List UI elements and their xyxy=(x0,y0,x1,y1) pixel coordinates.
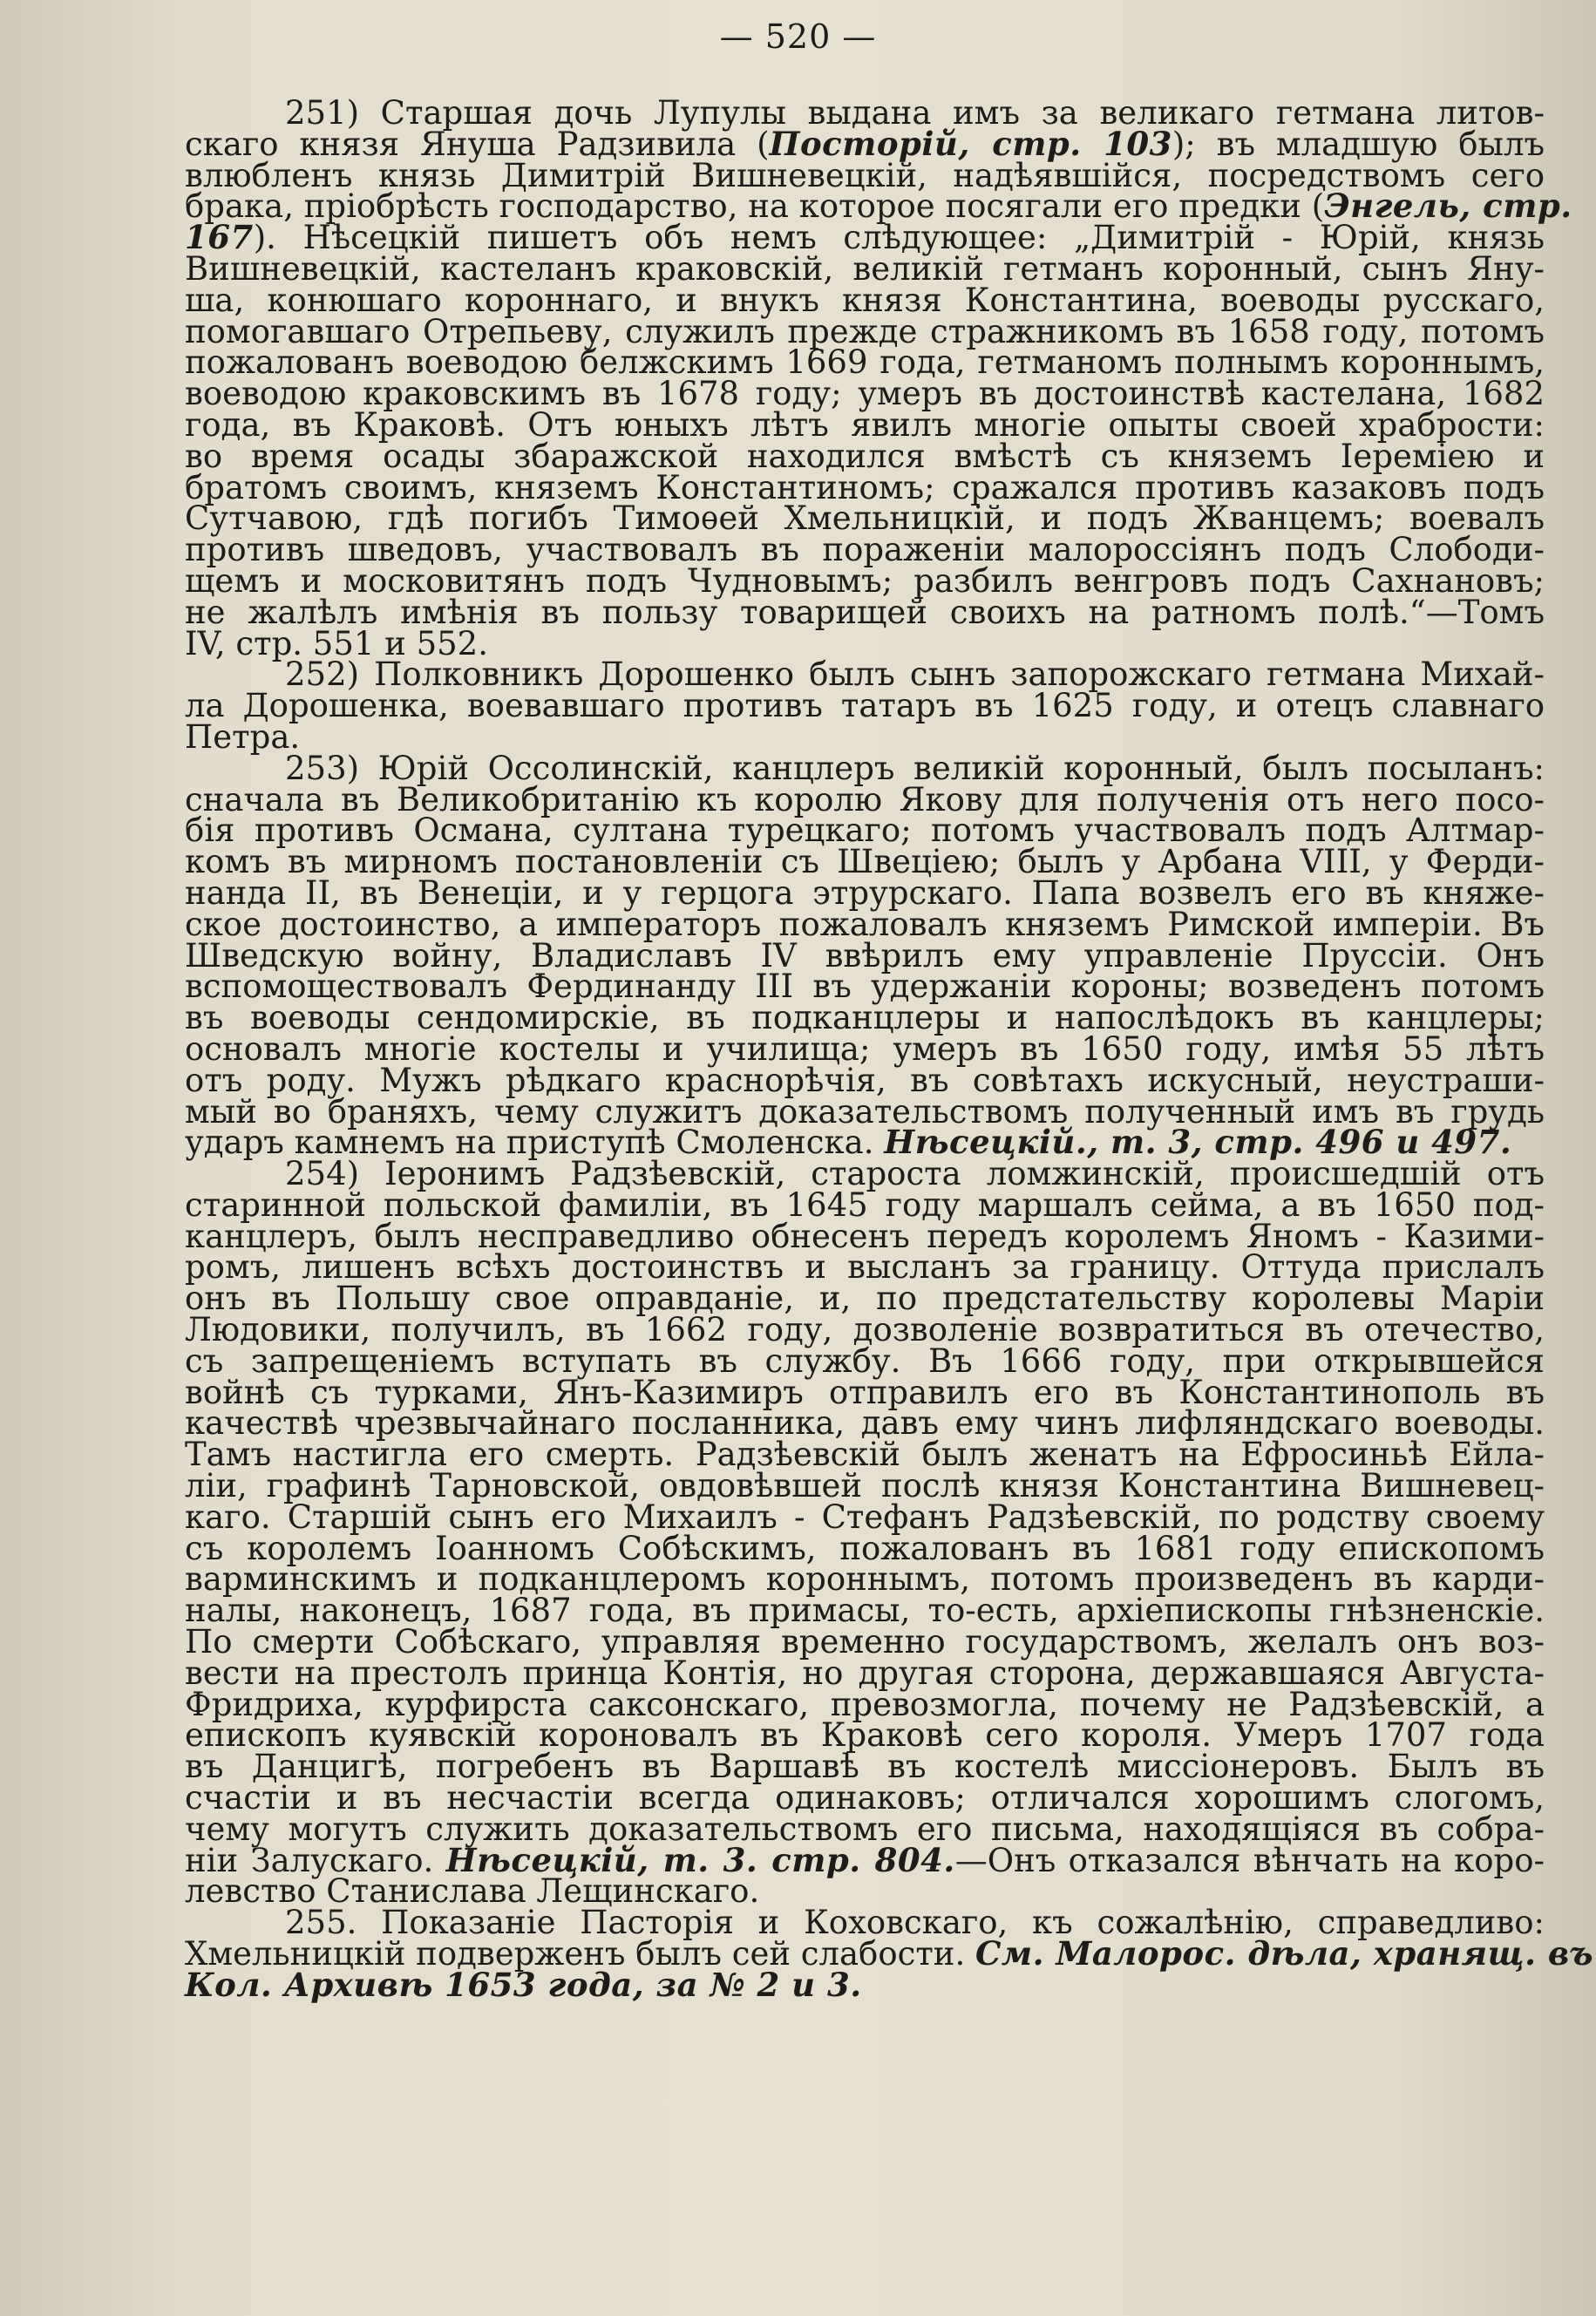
text-line xyxy=(185,687,1545,725)
text-line xyxy=(185,499,1545,538)
text-line xyxy=(185,1280,1545,1318)
citation-text: Посторій, стр. 103 xyxy=(769,124,1172,163)
citation-text: Нѣсецкій., т. 3, стр. 496 и 497. xyxy=(884,1123,1512,1162)
line-text: —Онъ отказался вѣнчать на коро- xyxy=(954,1841,1545,1879)
text-line xyxy=(185,343,1545,382)
text-line xyxy=(185,1155,1545,1193)
text-line xyxy=(185,1872,1545,1911)
line-text: По смерти Собѣскаго, управляя временно государствомъ, желалъ онъ воз- xyxy=(185,1623,1545,1661)
text-line xyxy=(185,1748,1545,1786)
text-line xyxy=(185,405,1545,444)
line-text: каго. Старшій сынъ его Михаилъ - Стефанъ Радзѣевскій, по родству своему xyxy=(185,1498,1545,1536)
text-line xyxy=(185,624,1545,662)
line-text: Сутчавою, гдѣ погибъ Тимоѳей Хмельницкій, и подъ Жванцемъ; воевалъ xyxy=(185,499,1545,538)
page-number: — 520 — xyxy=(719,17,877,56)
text-line xyxy=(185,843,1545,881)
text-line xyxy=(185,1404,1545,1443)
line-text: онъ въ Польшу свое оправданіе, и, по предстательству королевы Маріи xyxy=(185,1280,1545,1318)
text-line xyxy=(185,780,1545,818)
line-text: помогавшаго Отрепьеву, служилъ прежде стражникомъ въ 1658 году, потомъ xyxy=(185,312,1545,350)
citation-text: Кол. Архивѣ 1653 года, за № 2 и 3. xyxy=(185,1965,862,2004)
text-line xyxy=(185,905,1545,943)
line-text: Шведскую войну, Владиславъ IV ввѣрилъ ему управленіе Пруссіи. Онъ xyxy=(185,936,1545,975)
line-text: старинной польской фамиліи, въ 1645 году маршалъ сейма, а въ 1650 под- xyxy=(185,1185,1545,1224)
line-text: во время осады збаражской находился вмѣстѣ съ княземъ Іереміею и xyxy=(185,437,1545,475)
text-line xyxy=(185,187,1572,226)
text-line xyxy=(185,873,1545,912)
line-text: мый во браняхъ, чему служитъ доказательствомъ полученный имъ въ грудь xyxy=(185,1092,1545,1131)
line-text: епископъ куявскій короновалъ въ Краковѣ сего короля. Умеръ 1707 года xyxy=(185,1716,1545,1755)
line-text: ліи, графинѣ Тарновской, овдовѣвшей послѣ князя Константина Вишневец- xyxy=(185,1467,1545,1505)
line-text: ша, конюшаго короннаго, и внукъ князя Константина, воеводы русскаго, xyxy=(185,281,1545,319)
line-text: противъ шведовъ, участвовалъ въ пораженіи малороссіянъ подъ Слободи- xyxy=(185,531,1545,569)
text-line xyxy=(185,468,1545,506)
line-text: счастіи и въ несчастіи всегда одинаковъ; отличался хорошимъ слогомъ, xyxy=(185,1779,1545,1817)
line-text: 251) Старшая дочь Лупулы выдана имъ за великаго гетмана литов- xyxy=(285,94,1545,132)
text-line xyxy=(185,1185,1545,1224)
line-text: скаго князя Януша Радзивила ( xyxy=(185,125,770,163)
line-text: основалъ многіе костелы и училища; умеръ въ 1650 году, имѣя 55 лѣтъ xyxy=(185,1029,1545,1068)
line-text: въ воеводы сендомирскіе, въ подканцлеры и напослѣдокъ въ канцлеры; xyxy=(185,999,1545,1037)
text-line xyxy=(185,561,1545,600)
citation-text: 167 xyxy=(185,218,254,257)
text-line xyxy=(185,1123,1545,1162)
line-text: не жалѣлъ имѣнія въ пользу товарищей своихъ на ратномъ полѣ.“—Томъ xyxy=(185,593,1545,631)
text-line xyxy=(185,1840,1545,1879)
line-text: ніи Залускаго. xyxy=(185,1841,446,1879)
line-text: бія противъ Османа, султана турецкаго; потомъ участвовалъ подъ Алтмар- xyxy=(185,812,1545,850)
citation-text: Энгель, стр. xyxy=(1324,187,1572,226)
text-line xyxy=(185,437,1545,475)
text-line xyxy=(185,1592,1545,1630)
text-line xyxy=(185,1311,1545,1349)
line-text: 252) Полковникъ Дорошенко былъ сынъ запорожскаго гетмана Михай- xyxy=(285,655,1545,694)
footnote-253 xyxy=(185,749,1545,1162)
text-line xyxy=(185,1467,1545,1505)
line-text: ); въ младшую былъ xyxy=(1172,125,1545,163)
line-text: пожалованъ воеводою белжскимъ 1669 года, гетманомъ полнымъ короннымъ, xyxy=(185,343,1545,382)
line-text: влюбленъ князь Димитрій Вишневецкій, надѣявшійся, посредствомъ сего xyxy=(185,156,1545,194)
line-text: 253) Юрій Оссолинскій, канцлеръ великій коронный, былъ посыланъ: xyxy=(285,749,1545,787)
text-line xyxy=(185,717,1545,756)
line-text: качествѣ чрезвычайнаго посланника, давъ ему чинъ лифляндскаго воеводы. xyxy=(185,1404,1545,1443)
footnotes-text xyxy=(185,94,1594,2004)
text-line xyxy=(185,312,1545,350)
line-text: года, въ Краковѣ. Отъ юныхъ лѣтъ явилъ многіе опыты своей храбрости: xyxy=(185,405,1545,444)
line-text: ). Нѣсецкій пишетъ объ немъ слѣдующее: „Димитрій - Юрій, князь xyxy=(253,219,1545,257)
citation-text: Нѣсецкій, т. 3. стр. 804. xyxy=(445,1840,955,1879)
line-text: Фридриха, курфирста саксонскаго, превозмогла, почему не Радзѣевскій, а xyxy=(185,1685,1545,1723)
line-text: Людовики, получилъ, въ 1662 году, дозволеніе возвратиться въ отечество, xyxy=(185,1311,1545,1349)
line-text: вспомоществовалъ Фердинанду III въ удержаніи короны; возведенъ потомъ xyxy=(185,968,1545,1006)
line-text: комъ въ мирномъ постановленіи съ Швеціею; былъ у Арбана VIII, у Ферди- xyxy=(185,843,1545,881)
line-text: воеводою краковскимъ въ 1678 году; умеръ въ достоинствѣ кастелана, 1682 xyxy=(185,375,1545,413)
text-line xyxy=(185,1061,1545,1099)
line-text: братомъ своимъ, княземъ Константиномъ; сражался противъ казаковъ подъ xyxy=(185,468,1545,506)
line-text: Хмельницкій подверженъ былъ сей слабости. xyxy=(185,1935,975,1973)
text-line xyxy=(185,812,1545,850)
line-text: ла Дорошенка, воевавшаго противъ татаръ въ 1625 году, и отецъ славнаго xyxy=(185,687,1545,725)
line-text: Тамъ настигла его смерть. Радзѣевскій былъ женатъ на Ефросиньѣ Ейла- xyxy=(185,1436,1545,1474)
line-text: IV, стр. 551 и 552. xyxy=(185,624,488,662)
text-line xyxy=(185,375,1545,413)
line-text: въ Данцигѣ, погребенъ въ Варшавѣ въ костелѣ миссіонеровъ. Былъ въ xyxy=(185,1748,1545,1786)
text-line xyxy=(185,531,1545,569)
line-text: Вишневецкій, кастеланъ краковскій, великій гетманъ коронный, сынъ Яну- xyxy=(185,249,1545,288)
text-line xyxy=(185,218,1545,257)
line-text: ское достоинство, а императоръ пожаловалъ княземъ Римской имперіи. Въ xyxy=(185,905,1545,943)
citation-text: См. Малорос. дѣла, хранящ. въ xyxy=(975,1934,1594,1973)
line-text: ромъ, лишенъ всѣхъ достоинствъ и высланъ за границу. Оттуда прислалъ xyxy=(185,1248,1545,1287)
line-text: щемъ и московитянъ подъ Чудновымъ; разбилъ венгровъ подъ Сахнановъ; xyxy=(185,561,1545,600)
text-line xyxy=(185,249,1545,288)
text-line xyxy=(185,1341,1545,1380)
text-line xyxy=(185,281,1545,319)
line-text: левство Станислава Лещинскаго. xyxy=(185,1872,760,1911)
line-text: налы, наконецъ, 1687 года, въ примасы, то-есть, архіепископы гнѣзненскіе. xyxy=(185,1592,1545,1630)
line-text: ударъ камнемъ на приступѣ Смоленска. xyxy=(185,1124,885,1162)
line-text: чему могутъ служить доказательствомъ его письма, находящіяся въ собра- xyxy=(185,1810,1545,1848)
line-text: брака, пріобрѣсть господарство, на которое посягали его предки ( xyxy=(185,187,1325,226)
text-line xyxy=(185,1373,1545,1411)
text-line xyxy=(185,1965,1545,2004)
text-line xyxy=(185,999,1545,1037)
text-line xyxy=(185,1029,1545,1068)
line-text: съ королемъ Іоанномъ Собѣскимъ, пожалованъ въ 1681 году епископомъ xyxy=(185,1529,1545,1567)
line-text: съ запрещеніемъ вступать въ службу. Въ 1666 году, при открывшейся xyxy=(185,1341,1545,1380)
text-line xyxy=(185,1779,1545,1817)
text-line xyxy=(185,655,1545,694)
footnote-252 xyxy=(185,655,1545,756)
text-line xyxy=(185,1623,1545,1661)
footnote-255 xyxy=(185,1904,1594,2004)
footnote-254 xyxy=(185,1155,1545,1911)
line-text: войнѣ съ турками, Янъ-Казимиръ отправилъ его въ Константинополь въ xyxy=(185,1373,1545,1411)
text-line xyxy=(185,1560,1545,1599)
text-line xyxy=(185,1685,1545,1723)
text-line xyxy=(185,1498,1545,1536)
line-text: вести на престолъ принца Контія, но другая сторона, державшаяся Августа- xyxy=(185,1654,1545,1692)
line-text: 255. Показаніе Пасторія и Коховскаго, къ сожалѣнію, справедливо: xyxy=(285,1904,1545,1942)
text-line xyxy=(185,1436,1545,1474)
line-text: отъ роду. Мужъ рѣдкаго краснорѣчія, въ совѣтахъ искусный, неустраши- xyxy=(185,1061,1545,1099)
text-line xyxy=(185,124,1545,163)
text-line xyxy=(185,1654,1545,1692)
line-text: канцлеръ, былъ несправедливо обнесенъ передъ королемъ Яномъ - Казими- xyxy=(185,1217,1545,1255)
text-line xyxy=(185,1716,1545,1755)
footnote-251 xyxy=(185,94,1572,662)
text-line xyxy=(185,1248,1545,1287)
text-line xyxy=(185,936,1545,975)
text-line xyxy=(185,1529,1545,1567)
text-line xyxy=(185,968,1545,1006)
text-line xyxy=(185,1217,1545,1255)
line-text: 254) Іеронимъ Радзѣевскій, староста ломжинскій, происшедшій отъ xyxy=(285,1155,1545,1193)
text-line xyxy=(185,593,1545,631)
line-text: варминскимъ и подканцлеромъ короннымъ, потомъ произведенъ въ карди- xyxy=(185,1560,1545,1599)
line-text: нанда II, въ Венеціи, и у герцога этрурскаго. Папа возвелъ его въ княже- xyxy=(185,873,1545,912)
text-line xyxy=(185,749,1545,787)
line-text: Петра. xyxy=(185,717,301,756)
line-text: сначала въ Великобританію къ королю Якову для полученія отъ него посо- xyxy=(185,780,1545,818)
